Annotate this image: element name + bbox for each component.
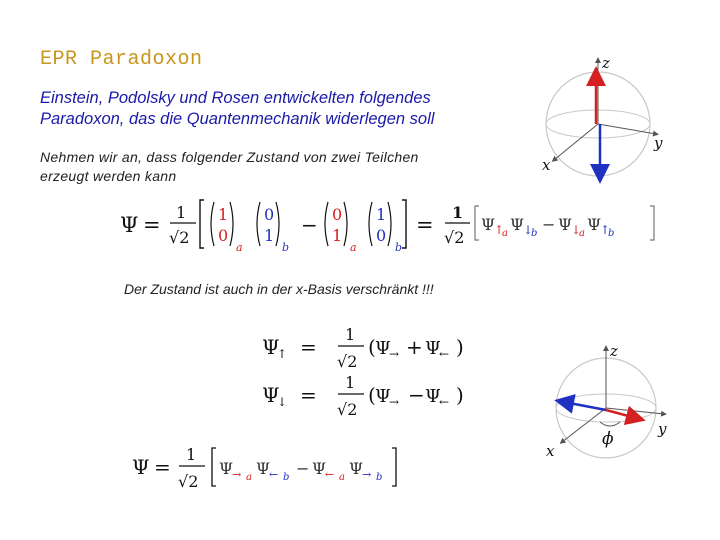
- psi-up-t2: Ψ: [425, 338, 441, 359]
- psi-down-t2-arrow: ←: [439, 395, 450, 409]
- term1-psi: Ψ: [481, 215, 496, 234]
- psi-down-equals: =: [300, 383, 317, 407]
- final-t3-sub: a: [339, 472, 345, 483]
- psi-down-minus: −: [408, 383, 425, 407]
- psi-up-plus: +: [406, 335, 423, 359]
- frac2-denominator: √2: [444, 228, 465, 247]
- svg-text:): ): [456, 335, 464, 359]
- frac-denominator: √2: [169, 228, 190, 247]
- slide-title: EPR Paradoxon: [40, 48, 203, 71]
- spin-left-arrow: [564, 402, 606, 410]
- final-t4: Ψ: [349, 459, 364, 478]
- final-t1-arrow: →: [232, 468, 242, 481]
- vec1-bottom: 0: [218, 226, 229, 245]
- psi-up-num: 1: [345, 325, 356, 344]
- psi-down-t2: Ψ: [425, 386, 441, 407]
- bloch-sphere-z: [536, 52, 676, 192]
- equals-sign-2: =: [416, 213, 434, 237]
- vec4-top: 1: [376, 205, 387, 224]
- psi-up-den: √2: [337, 352, 358, 371]
- final-num: 1: [186, 445, 197, 464]
- psi-up-t1-arrow: →: [389, 347, 400, 361]
- sub-a-1: a: [236, 241, 243, 254]
- term4-arrow: ↑: [600, 223, 611, 237]
- state-equation-z: [118, 196, 663, 258]
- final-t4-sub: b: [376, 472, 383, 483]
- psi-down-num: 1: [345, 373, 356, 392]
- svg-text:): ): [456, 383, 464, 407]
- frac-numerator: 1: [176, 203, 187, 222]
- psi-down-arrow: ↓: [277, 395, 288, 409]
- vec4-bottom: 0: [376, 226, 387, 245]
- psi-down-t1: Ψ: [375, 386, 391, 407]
- sub-a-2: a: [350, 241, 357, 254]
- assumption-line-1: Nehmen wir an, dass folgender Zustand von zwei Teilchen: [40, 149, 419, 165]
- final-den: √2: [178, 472, 199, 491]
- axis-label-x: x: [542, 156, 551, 174]
- final-minus: −: [296, 459, 310, 478]
- term1-sub: a: [502, 228, 508, 239]
- psi-down-den: √2: [337, 400, 358, 419]
- sub-b-2: b: [395, 241, 403, 254]
- final-t1-sub: a: [246, 472, 252, 483]
- term4-sub: b: [608, 228, 615, 239]
- psi-down-equation: [258, 372, 498, 424]
- final-t3-arrow: ←: [325, 468, 335, 481]
- x-axis: [554, 124, 598, 160]
- term3-sub: a: [579, 228, 585, 239]
- assumption-line-2: erzeugt werden kann: [40, 168, 177, 184]
- slide-subtitle: [40, 88, 490, 130]
- bloch-sphere-x: [540, 338, 680, 468]
- final-t2-arrow: ←: [269, 468, 279, 481]
- subtitle-line-2: Paradoxon, das die Quantenmechanik widerlegen soll: [40, 110, 435, 128]
- term4-psi: Ψ: [587, 215, 602, 234]
- vec3-top: 0: [332, 205, 343, 224]
- vec2-top: 0: [264, 205, 275, 224]
- sub-b-1: b: [282, 241, 290, 254]
- vec3-bottom: 1: [332, 226, 343, 245]
- axis-label-x-2: x: [546, 442, 555, 460]
- psi-down-t1-arrow: →: [389, 395, 400, 409]
- x-axis-2: [562, 408, 606, 442]
- term1-arrow: ↑: [494, 223, 505, 237]
- assumption-text: [40, 148, 470, 186]
- final-psi: Ψ: [132, 455, 150, 479]
- xbasis-note: Der Zustand ist auch in der x-Basis verschränkt !!!: [124, 281, 434, 297]
- final-t2: Ψ: [256, 459, 271, 478]
- term-minus: −: [542, 215, 556, 234]
- psi-up-equation: [258, 322, 498, 374]
- psi-up-arrow: ↑: [277, 347, 288, 361]
- psi-up-equals: =: [300, 335, 317, 359]
- minus-sign: −: [301, 213, 318, 237]
- angle-label-phi: ϕ: [602, 429, 614, 449]
- psi-down-symbol: Ψ: [262, 383, 280, 407]
- equals-sign: =: [143, 213, 161, 237]
- axis-label-z: z: [602, 54, 610, 72]
- final-t1: Ψ: [219, 459, 234, 478]
- subtitle-line-1: Einstein, Podolsky und Rosen entwickelten folgendes: [40, 89, 431, 107]
- final-t4-arrow: →: [362, 468, 372, 481]
- axis-label-z-2: z: [610, 342, 618, 360]
- psi-up-symbol: Ψ: [262, 335, 280, 359]
- svg-text:(: (: [368, 383, 376, 407]
- psi-up-t1: Ψ: [375, 338, 391, 359]
- spin-right-arrow: [606, 410, 636, 418]
- phi-arc: [600, 422, 620, 426]
- final-t3: Ψ: [312, 459, 327, 478]
- psi-up-t2-arrow: ←: [439, 347, 450, 361]
- term2-sub: b: [531, 228, 538, 239]
- vec2-bottom: 1: [264, 226, 275, 245]
- term3-arrow: ↓: [571, 223, 582, 237]
- term2-psi: Ψ: [510, 215, 525, 234]
- axis-label-y: y: [654, 134, 663, 152]
- svg-text:(: (: [368, 335, 376, 359]
- vec1-top: 1: [218, 205, 229, 224]
- term3-psi: Ψ: [558, 215, 573, 234]
- final-t2-sub: b: [283, 472, 290, 483]
- frac2-numerator: 1: [452, 203, 464, 222]
- state-equation-x: [130, 442, 430, 494]
- term2-arrow: ↓: [523, 223, 534, 237]
- final-equals: =: [154, 455, 171, 479]
- psi-symbol: Ψ: [120, 213, 139, 237]
- axis-label-y-2: y: [658, 420, 667, 438]
